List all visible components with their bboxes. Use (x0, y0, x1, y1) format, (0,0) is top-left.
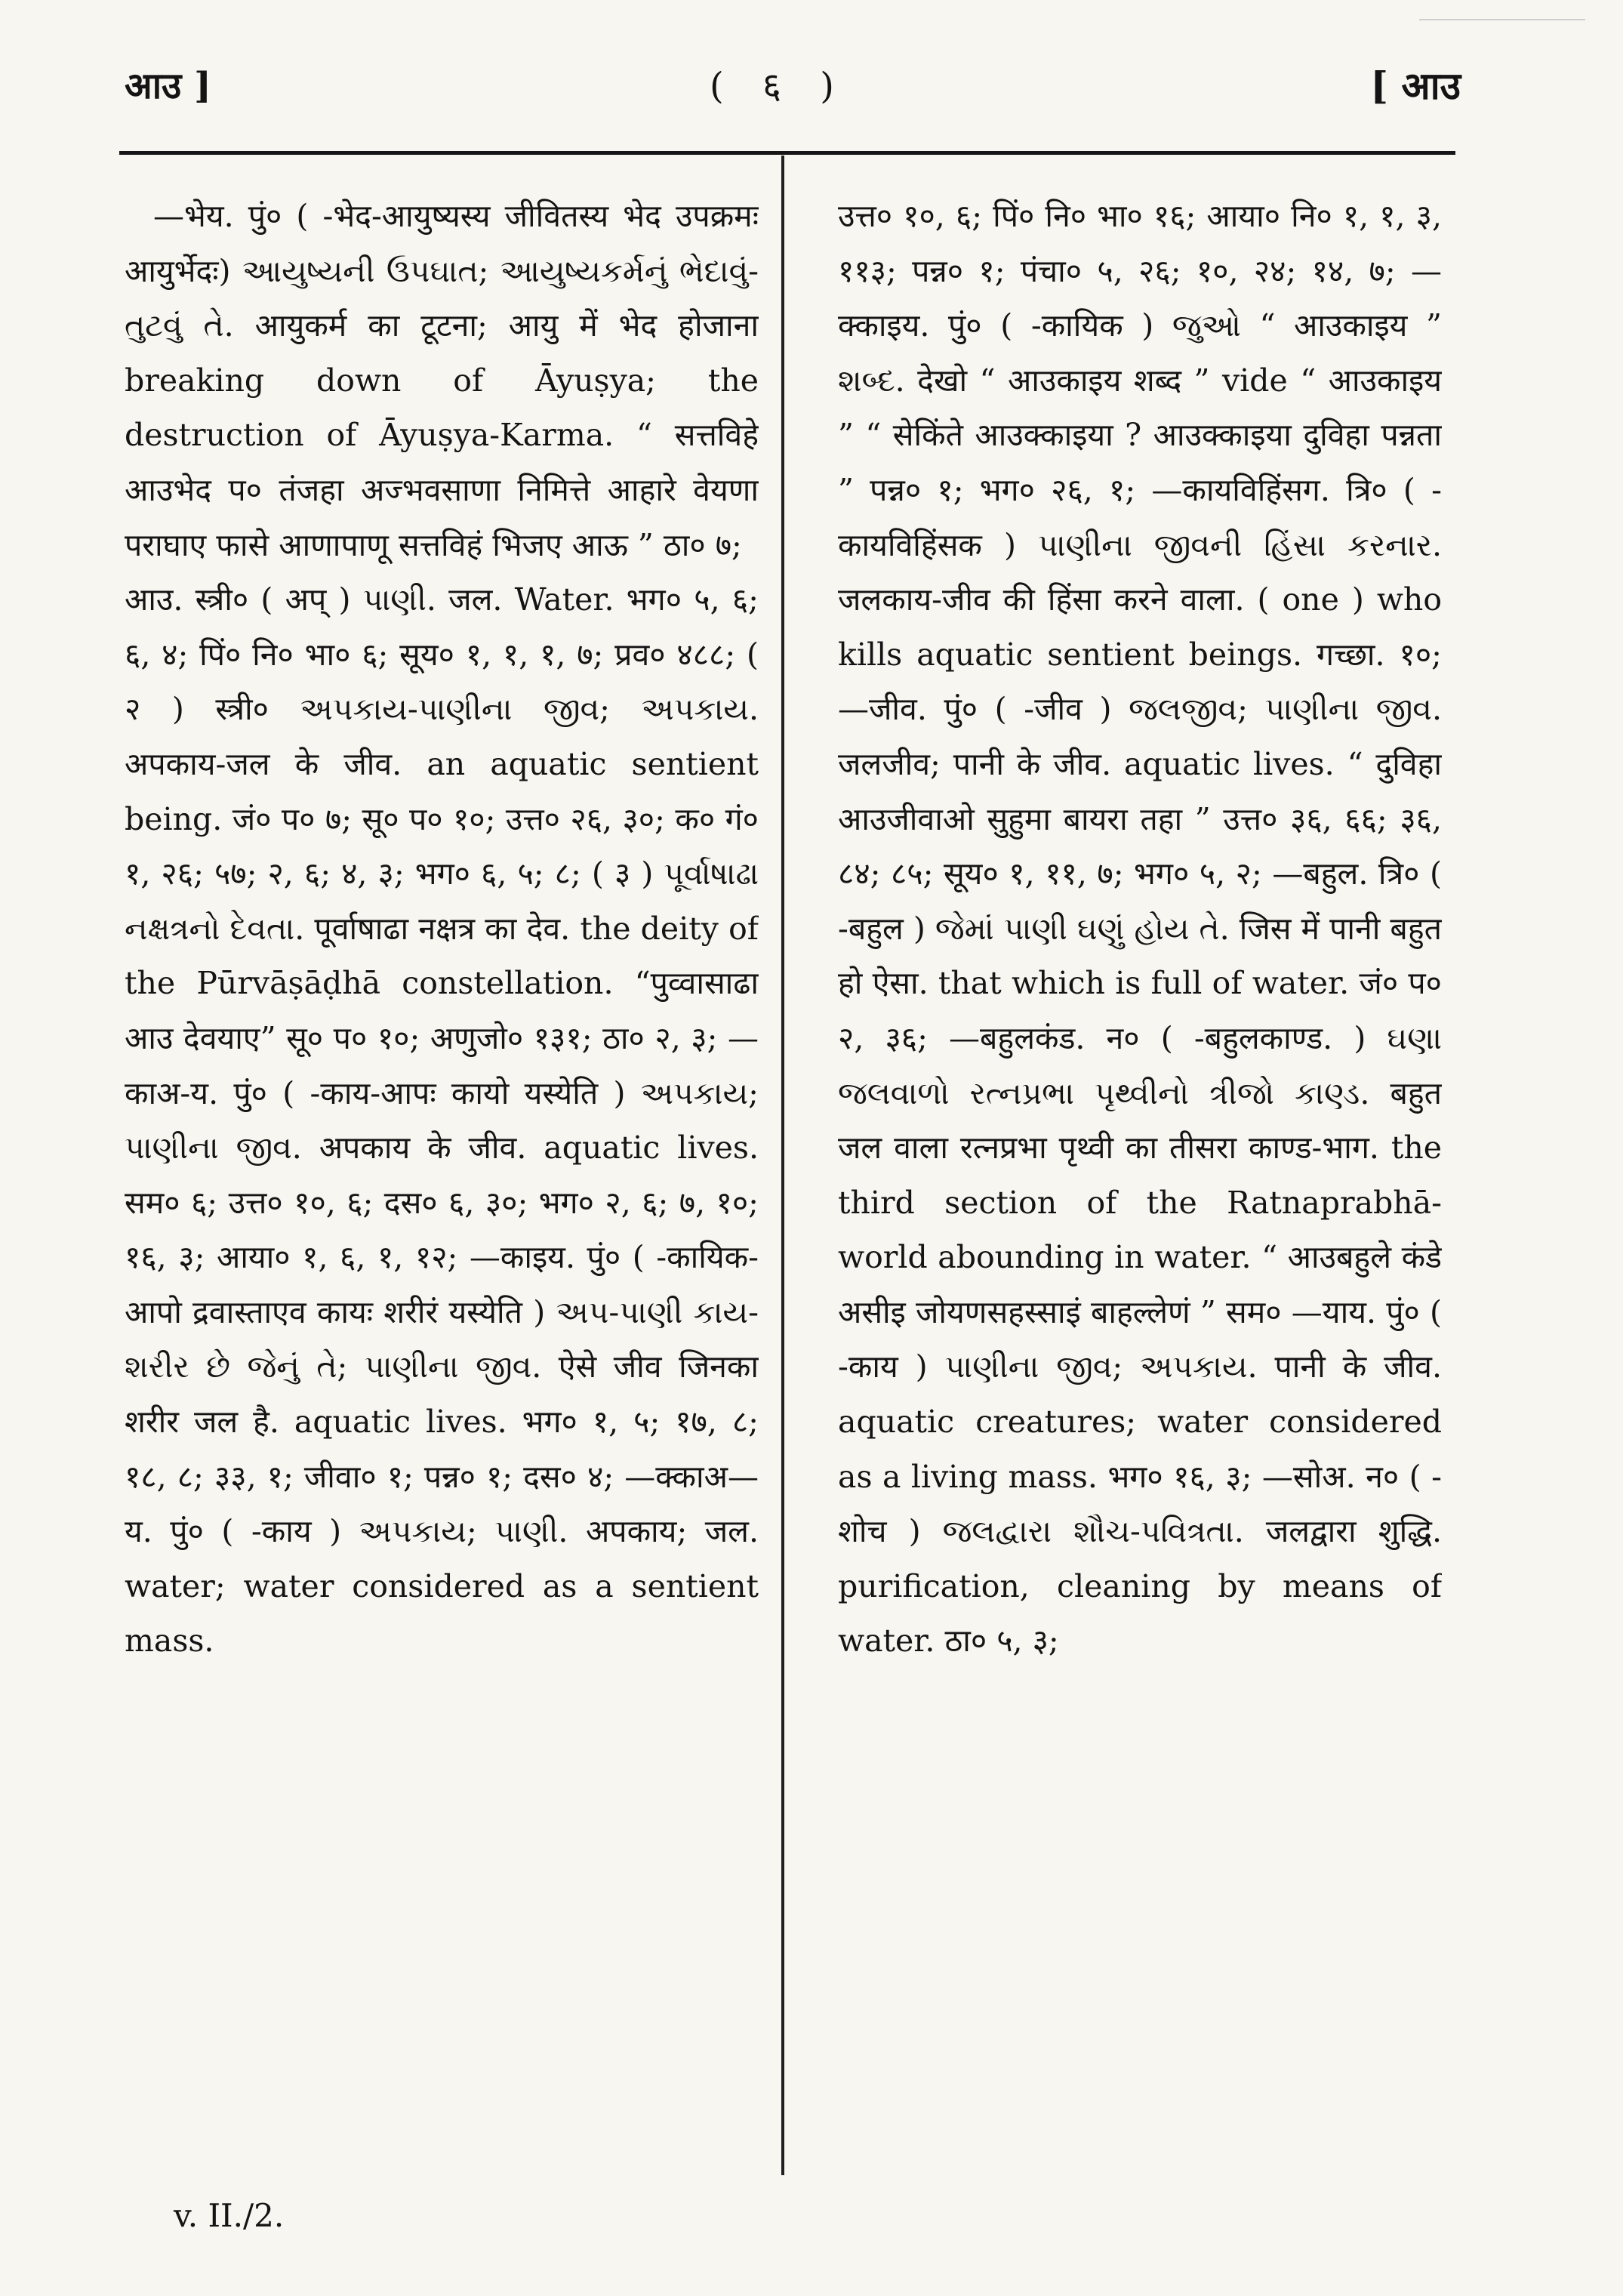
left-column (125, 189, 759, 2182)
column-divider (781, 156, 784, 2175)
header-left-guideword: आउ ] (125, 65, 211, 107)
header-rule (119, 151, 1455, 155)
header-right-guideword: [ आउ (1370, 63, 1461, 108)
entry-continuation: उत्त० १०, ६; पिं० नि० भा० १६; आया० नि० १, १, ३, ११३; पन्न० १; पंचा० ५, २६; १०, २४; १४, ७; —क्काइय. पुं० ( -कायिक ) જુઓ “ आउकाइय ” શબ્દ. देखो “ आउकाइय शब्द ” vide “ आउकाइय ” “ सेकिंते आउक्काइया ? आउक्काइया दुविहा पन्नता ” पन्न० १; भग० २६, १; —कायविहिंसग. त्रि० ( -कायविहिंसक ) પાણીના જીવની હિંસા કરનાર. जलकाय-जीव की हिंसा करने वाला. ( one ) who kills aquatic sentient beings. गच्छा. १०; —जीव. पुं० ( -जीव ) જલજીવ; પાણીના જીવ. जलजीव; पानी के जीव. aquatic lives. “ दुविहा आउजीवाओ सुहुमा बायरा तहा ” उत्त० ३६, ६६; ३६, ८४; ८५; सूय० १, ११, ७; भग० ५, २; —बहुल. त्रि० ( -बहुल ) જેમાં પાણી ઘણું હોય તે. जिस में पानी बहुत हो ऐसा. that which is full of water. जं० प० २, ३६; —बहुलकंड. न० ( -बहुलकाण्ड. ) ઘણા જલવાળો રત્નપ્રભા પૃથ્વીનો ત્રીજો કાણ્ડ. बहुत जल वाला रत्नप्रभा पृथ्वी का तीसरा काण्ड-भाग. the third section of the Ratnaprabhā-world abounding in water. “ आउबहुले कंडे असीइ जोयणसहस्साइं बाहल्लेणं ” सम० —याय. पुं० ( -काय ) પાણીના જીવ; અપકાય. पानी के जीव. aquatic creatures; water considered as a living mass. भग० १६, ३; —सोअ. न० ( -शोच ) જલદ્વારા શૌચ-પવિત્રતા. जलद्वारा शुद्धि. purification, cleaning by means of water. ठा० ५, ३; (838, 198, 1442, 1660)
entry-au: आउ. स्त्री० ( अप् ) પાણી. जल. Water. भग० ५, ६; ६, ४; पिं० नि० भा० ६; सूय० १, १, १, ७; प्रव० ४८८; ( २ ) स्त्री० અપકાય-પાણીના જીવ; અપકાય. अपकाय-जल के जीव. an aquatic sentient being. जं० प० ७; सू० प० १०; उत्त० २६, ३०; क० गं० १, २६; ५७; २, ६; ४, ३; भग० ६, ५; ८; ( ३ ) પૂર્વાષાઢા નક્ષત્રનો દેવતા. पूर्वाषाढा नक्षत्र का देव. the deity of the Pūrvāṣāḍhā constellation. “पुव्वासाढा आउ देवयाए” सू० प० १०; अणुजो० १३१; ठा० २, ३; —काअ-य. पुं० ( -काय-आपः कायो यस्येति ) અપકાય; પાણીના જીવ. अपकाय के जीव. aquatic lives. सम० ६; उत्त० १०, ६; दस० ६, ३०; भग० २, ६; ७, १०; १६, ३; आया० १, ६, १, १२; —काइय. पुं० ( -कायिक-आपो द्रवास्ताएव कायः शरीरं यस्येति ) અપ-પાણી કાય-શરીર છે જેનું તે; પાણીના જીવ. ऐसे जीव जिनका शरीर जल है. aquatic lives. भग० १, ५; १७, ८; १८, ८; ३३, १; जीवा० १; पन्न० १; दस० ४; —क्काअ—य. पुं० ( -काय ) અપકાય; પાણી. अपकाय; जल. water; water considered as a sentient mass. (125, 581, 759, 1660)
page-number: ( ६ ) (710, 65, 848, 107)
entry-bheya: —भेय. पुं० ( -भेद-आयुष्यस्य जीवितस्य भेद उपक्रमः आयुर्भेदः) આયુષ્યની ઉપઘાત; આયુષ્યકર્મનું ભેદાવું-તુટવું તે. आयुकर्म का टूटना; आयु में भेद होजाना breaking down of Āyuṣya; the destruction of Āyuṣya-Karma. “ सत्तविहे आउभेद प० तंजहा अज्भवसाणा निमित्ते आहारे वेयणा पराघाए फासे आणापाणू सत्तविहं भिजए आऊ ” ठा० ७; (125, 198, 759, 563)
signature-mark: v. II./2. (174, 2197, 285, 2234)
scan-mark (1419, 19, 1585, 20)
right-column (838, 189, 1442, 2182)
page-header (0, 0, 1623, 151)
